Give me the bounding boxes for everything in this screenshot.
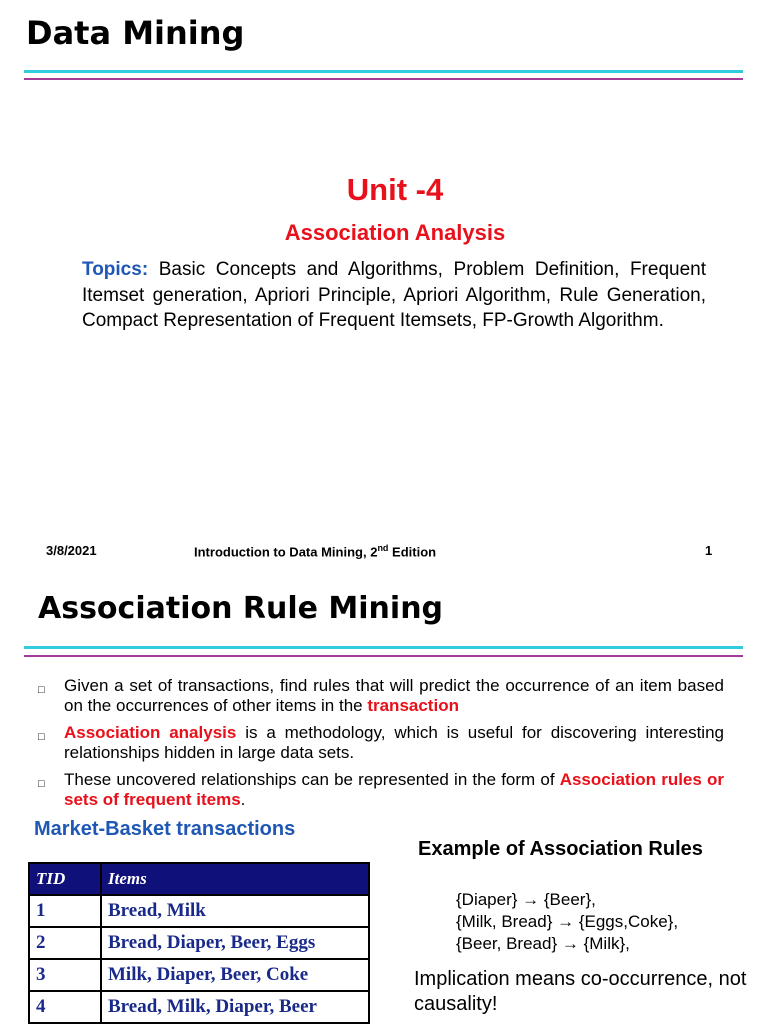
bullet-marker: □ (38, 778, 45, 790)
table-cell-items: Milk, Diaper, Beer, Coke (101, 959, 369, 991)
bullet-highlight: Association rules or sets of frequent items (64, 770, 724, 809)
title-rule-magenta (24, 78, 743, 80)
bullet-highlight: Association analysis (64, 723, 237, 742)
bullet-text: is a methodology, which is useful for discovering interesting relationships hidden in large data sets. (64, 723, 724, 762)
unit-heading: Unit -4 (346, 172, 444, 207)
table-cell-items: Bread, Diaper, Beer, Eggs (101, 927, 369, 959)
table-row (29, 895, 369, 927)
topics-paragraph (82, 257, 706, 334)
footer-book (194, 543, 436, 559)
bullet-period: . (240, 790, 246, 809)
title2-rule-cyan (24, 646, 743, 649)
footer-book-title: Introduction to Data Mining, 2 (194, 544, 378, 560)
implication-note: Implication means co-occurrence, not causality! (414, 968, 747, 1015)
rule-item: {Diaper} → {Beer}, (456, 890, 596, 909)
section-subtitle: Association Analysis (284, 220, 506, 245)
table-row (29, 959, 369, 991)
table-cell-tid: 3 (29, 959, 101, 991)
title-rule-cyan (24, 70, 743, 73)
table-header-row (29, 863, 369, 895)
rule-item: {Beer, Bread} → {Milk}, (456, 934, 630, 953)
bullet-item (38, 676, 724, 716)
table-cell-items: Bread, Milk (101, 895, 369, 927)
table-cell-tid: 1 (29, 895, 101, 927)
rule-item: {Milk, Bread} → {Eggs,Coke}, (456, 912, 679, 931)
table-row (29, 991, 369, 1023)
bullet-marker: □ (38, 684, 45, 696)
slide1-title: Data Mining (26, 14, 245, 52)
table-cell-tid: 4 (29, 991, 101, 1023)
table-cell-tid: 2 (29, 927, 101, 959)
rules-list (456, 889, 678, 955)
topics-label: Topics: (82, 259, 149, 280)
title2-rule-magenta (24, 655, 743, 657)
bullet-item (38, 770, 724, 810)
bullet-text: These uncovered relationships can be represented in the form of (64, 770, 560, 789)
topics-text: Basic Concepts and Algorithms, Problem Definition, Frequent Itemset generation, Apriori Principle, Apriori Algorithm, Rule Generation, Compact Representation of Frequent Itemsets, FP-Growth Algorithm. (82, 259, 706, 331)
bullet-list (38, 676, 724, 817)
slide2-title: Association Rule Mining (38, 591, 444, 626)
bullet-highlight: transaction (367, 696, 459, 715)
table-cell-items: Bread, Milk, Diaper, Beer (101, 991, 369, 1023)
table-header-items: Items (101, 863, 369, 895)
footer-book-sup: nd (377, 543, 389, 553)
bullet-item (38, 723, 724, 763)
example-rules-heading: Example of Association Rules (418, 838, 703, 860)
market-basket-heading: Market-Basket transactions (34, 818, 296, 840)
table-row (29, 927, 369, 959)
footer-page-number: 1 (705, 543, 713, 558)
bullet-text: Given a set of transactions, find rules that will predict the occurrence of an item based on the occurrences of other items in the (64, 676, 724, 715)
footer-date: 3/8/2021 (46, 543, 97, 558)
bullet-marker: □ (38, 731, 45, 743)
footer-book-edition: Edition (388, 544, 437, 560)
table-header-tid: TID (29, 863, 101, 895)
transactions-table (28, 862, 370, 1024)
